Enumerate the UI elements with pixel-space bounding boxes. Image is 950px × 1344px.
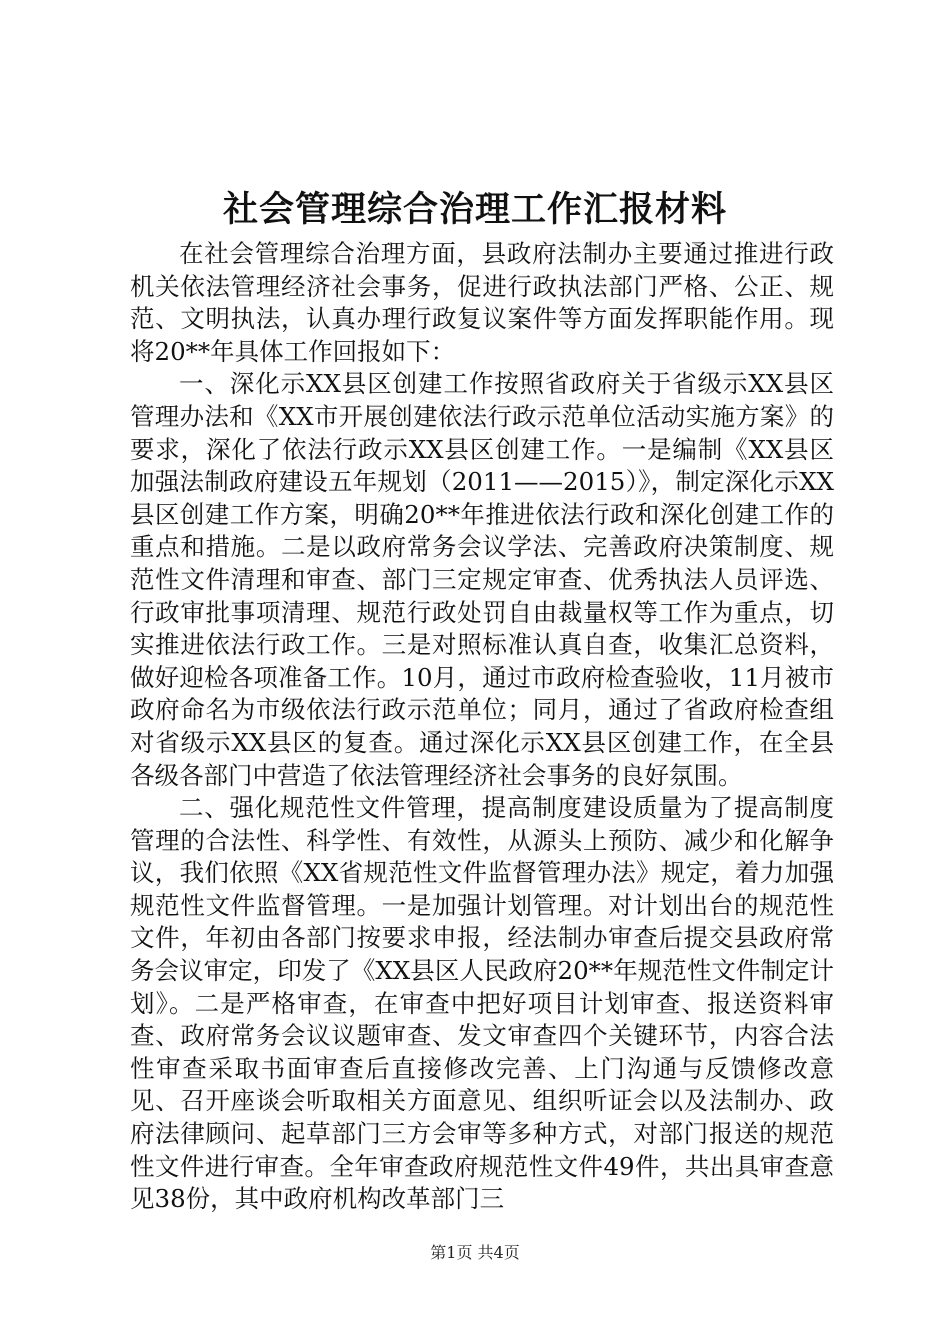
section-two-paragraph: 二、强化规范性文件管理，提高制度建设质量为了提高制度管理的合法性、科学性、有效性，从源头上预防、减少和化解争议，我们依照《XX省规范性文件监督管理办法》规定，着力加强规范性文件监督管理。一是加强计划管理。对计划出台的规范性文件，年初由各部门按要求申报，经法制办审查后提交县政府常务会议审定，印发了《XX县区人民政府20**年规范性文件制定计划》。二是严格审查，在审查中把好项目计划审查、报送资料审查、政府常务会议议题审查、发文审查四个关键环节，内容合法性审查采取书面审查后直接修改完善、上门沟通与反馈修改意见、召开座谈会听取相关方面意见、组织听证会以及法制办、政府法律顾问、起草部门三方会审等多种方式，对部门报送的规范性文件进行审查。全年审查政府规范性文件49件，共出具审查意见38份，其中政府机构改革部门三 — [130, 793, 834, 1214]
intro-paragraph: 在社会管理综合治理方面，县政府法制办主要通过推进行政机关依法管理经济社会事务，促进行政执法部门严格、公正、规范、文明执法，认真办理行政复议案件等方面发挥职能作用。现将20**年具体工作回报如下： — [130, 239, 834, 366]
section-one-paragraph: 一、深化示XX县区创建工作按照省政府关于省级示XX县区管理办法和《XX市开展创建依法行政示范单位活动实施方案》的要求，深化了依法行政示XX县区创建工作。一是编制《XX县区加强法制政府建设五年规划（2011——2015）》，制定深化示XX县区创建工作方案，明确20**年推进依法行政和深化创建工作的重点和措施。二是以政府常务会议学法、完善政府决策制度、规范性文件清理和审查、部门三定规定审查、优秀执法人员评选、行政审批事项清理、规范行政处罚自由裁量权等工作为重点，切实推进依法行政工作。三是对照标准认真自查，收集汇总资料，做好迎检各项准备工作。10月，通过市政府检查验收，11月被市政府命名为市级依法行政示范单位；同月，通过了省政府检查组对省级示XX县区的复查。通过深化示XX县区创建工作，在全县各级各部门中营造了依法管理经济社会事务的良好氛围。 — [130, 369, 834, 790]
page-number-footer: 第1页 共4页 — [430, 1243, 520, 1262]
document-body — [130, 238, 834, 1216]
document-title: 社会管理综合治理工作汇报材料 — [222, 189, 727, 230]
